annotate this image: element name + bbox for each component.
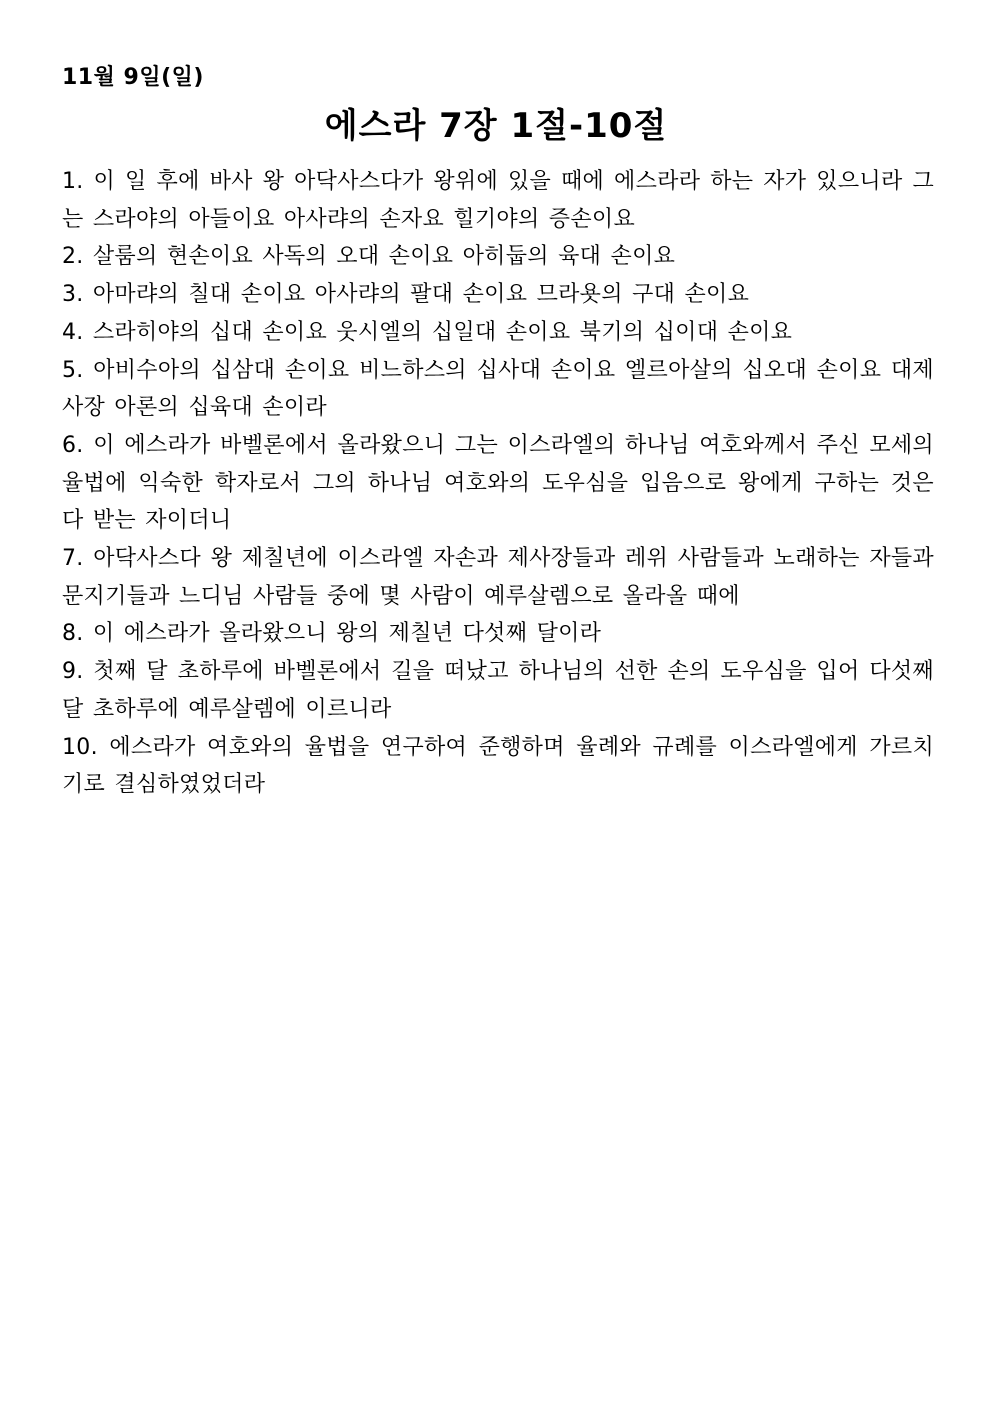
verse-5: 5. 아비수아의 십삼대 손이요 비느하스의 십사대 손이요 엘르아살의 십오대 손이요 대제사장 아론의 십육대 손이라: [62, 357, 934, 421]
verse-3: 3. 아마랴의 칠대 손이요 아사랴의 팔대 손이요 므라욧의 구대 손이요: [62, 282, 750, 308]
verse-2: 2. 살룸의 현손이요 사독의 오대 손이요 아히둡의 육대 손이요: [62, 244, 676, 270]
verse-6: 6. 이 에스라가 바벨론에서 올라왔으니 그는 이스라엘의 하나님 여호와께서 주신 모세의 율법에 익숙한 학자로서 그의 하나님 여호와의 도우심을 입음으로 왕에게 구하는 것은 다 받는 자이더니: [62, 432, 934, 534]
verse-list: [62, 163, 934, 804]
verse-1: 1. 이 일 후에 바사 왕 아닥사스다가 왕위에 있을 때에 에스라라 하는 자가 있으니라 그는 스라야의 아들이요 아사랴의 손자요 힐기야의 증손이요: [62, 169, 934, 232]
reading-date: 11월 9일(일): [62, 65, 204, 90]
verse-10: 10. 에스라가 여호와의 율법을 연구하여 준행하며 율례와 규례를 이스라엘에게 가르치기로 결심하였었더라: [62, 734, 934, 798]
verse-8: 8. 이 에스라가 올라왔으니 왕의 제칠년 다섯째 달이라: [62, 621, 602, 647]
verse-4: 4. 스라히야의 십대 손이요 웃시엘의 십일대 손이요 북기의 십이대 손이요: [62, 319, 793, 345]
verse-7: 7. 아닥사스다 왕 제칠년에 이스라엘 자손과 제사장들과 레위 사람들과 노래하는 자들과 문지기들과 느디님 사람들 중에 몇 사람이 예루살렘으로 올라올 때에: [62, 546, 934, 609]
verse-9: 9. 첫째 달 초하루에 바벨론에서 길을 떠났고 하나님의 선한 손의 도우심을 입어 다섯째 달 초하루에 예루살렘에 이르니라: [62, 659, 934, 722]
page-title: 에스라 7장 1절-10절: [324, 106, 668, 146]
